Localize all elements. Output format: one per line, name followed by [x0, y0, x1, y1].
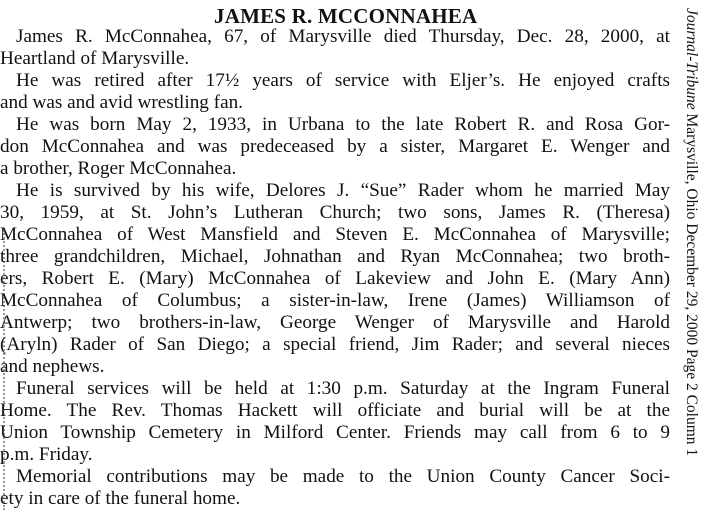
source-publication: Journal-Tribune [683, 8, 700, 110]
obituary-line: Heartland of Marysville. [0, 48, 190, 69]
obituary-line: Funeral services will be held at 1:30 p.m. Saturday at the Ingram Funeral [16, 378, 670, 399]
source-citation [676, 8, 702, 508]
obituary-line: don McConnahea and was predeceased by a sister, Margaret E. Wenger and [0, 136, 670, 157]
obituary-line: James R. McConnahea, 67, of Marysville died Thursday, Dec. 28, 2000, at [16, 26, 670, 47]
source-citation-text [680, 8, 702, 508]
obituary-line: McConnahea of West Mansfield and Steven E. McConnahea of Marysville; [0, 224, 670, 245]
obituary-line: a brother, Roger McConnahea. [0, 158, 237, 179]
obituary-line: Home. The Rev. Thomas Hackett will officiate and burial will be at the [0, 400, 670, 421]
obituary-line: and was and avid wrestling fan. [0, 92, 243, 113]
obituary-line: McConnahea of Columbus; a sister-in-law, Irene (James) Williamson of [0, 290, 670, 311]
obituary-line: p.m. Friday. [0, 444, 93, 465]
obituary-line: Antwerp; two brothers-in-law, George Wenger of Marysville and Harold [0, 312, 670, 333]
obituary-line: Union Township Cemetery in Milford Center. Friends may call from 6 to 9 [0, 422, 670, 443]
obituary-line: Memorial contributions may be made to the Union County Cancer Soci- [16, 466, 670, 487]
source-details: Marysville, Ohio December 29, 2000 Page 2 Column 1 [683, 113, 700, 457]
obituary-line: He was retired after 17½ years of service with Eljer’s. He enjoyed crafts [16, 70, 670, 91]
obituary-line: He was born May 2, 1933, in Urbana to the late Robert R. and Rosa Gor- [16, 114, 670, 135]
obituary-line: ers, Robert E. (Mary) McConnahea of Lakeview and John E. (Mary Ann) [0, 268, 670, 289]
obituary-line: (Aryln) Rader of San Diego; a special friend, Jim Rader; and several nieces [0, 334, 670, 355]
obituary-line: He is survived by his wife, Delores J. “Sue” Rader whom he married May [16, 180, 670, 201]
obituary-line: 30, 1959, at St. John’s Lutheran Church; two sons, James R. (Theresa) [0, 202, 670, 223]
obituary-line: and nephews. [0, 356, 105, 377]
obituary-line: three grandchildren, Michael, Johnathan and Ryan McConnahea; two broth- [0, 246, 670, 267]
obituary-headline: JAMES R. MCCONNAHEA [214, 4, 478, 28]
clipping-edge-dots [3, 230, 8, 510]
obituary-line: ety in care of the funeral home. [0, 488, 241, 509]
